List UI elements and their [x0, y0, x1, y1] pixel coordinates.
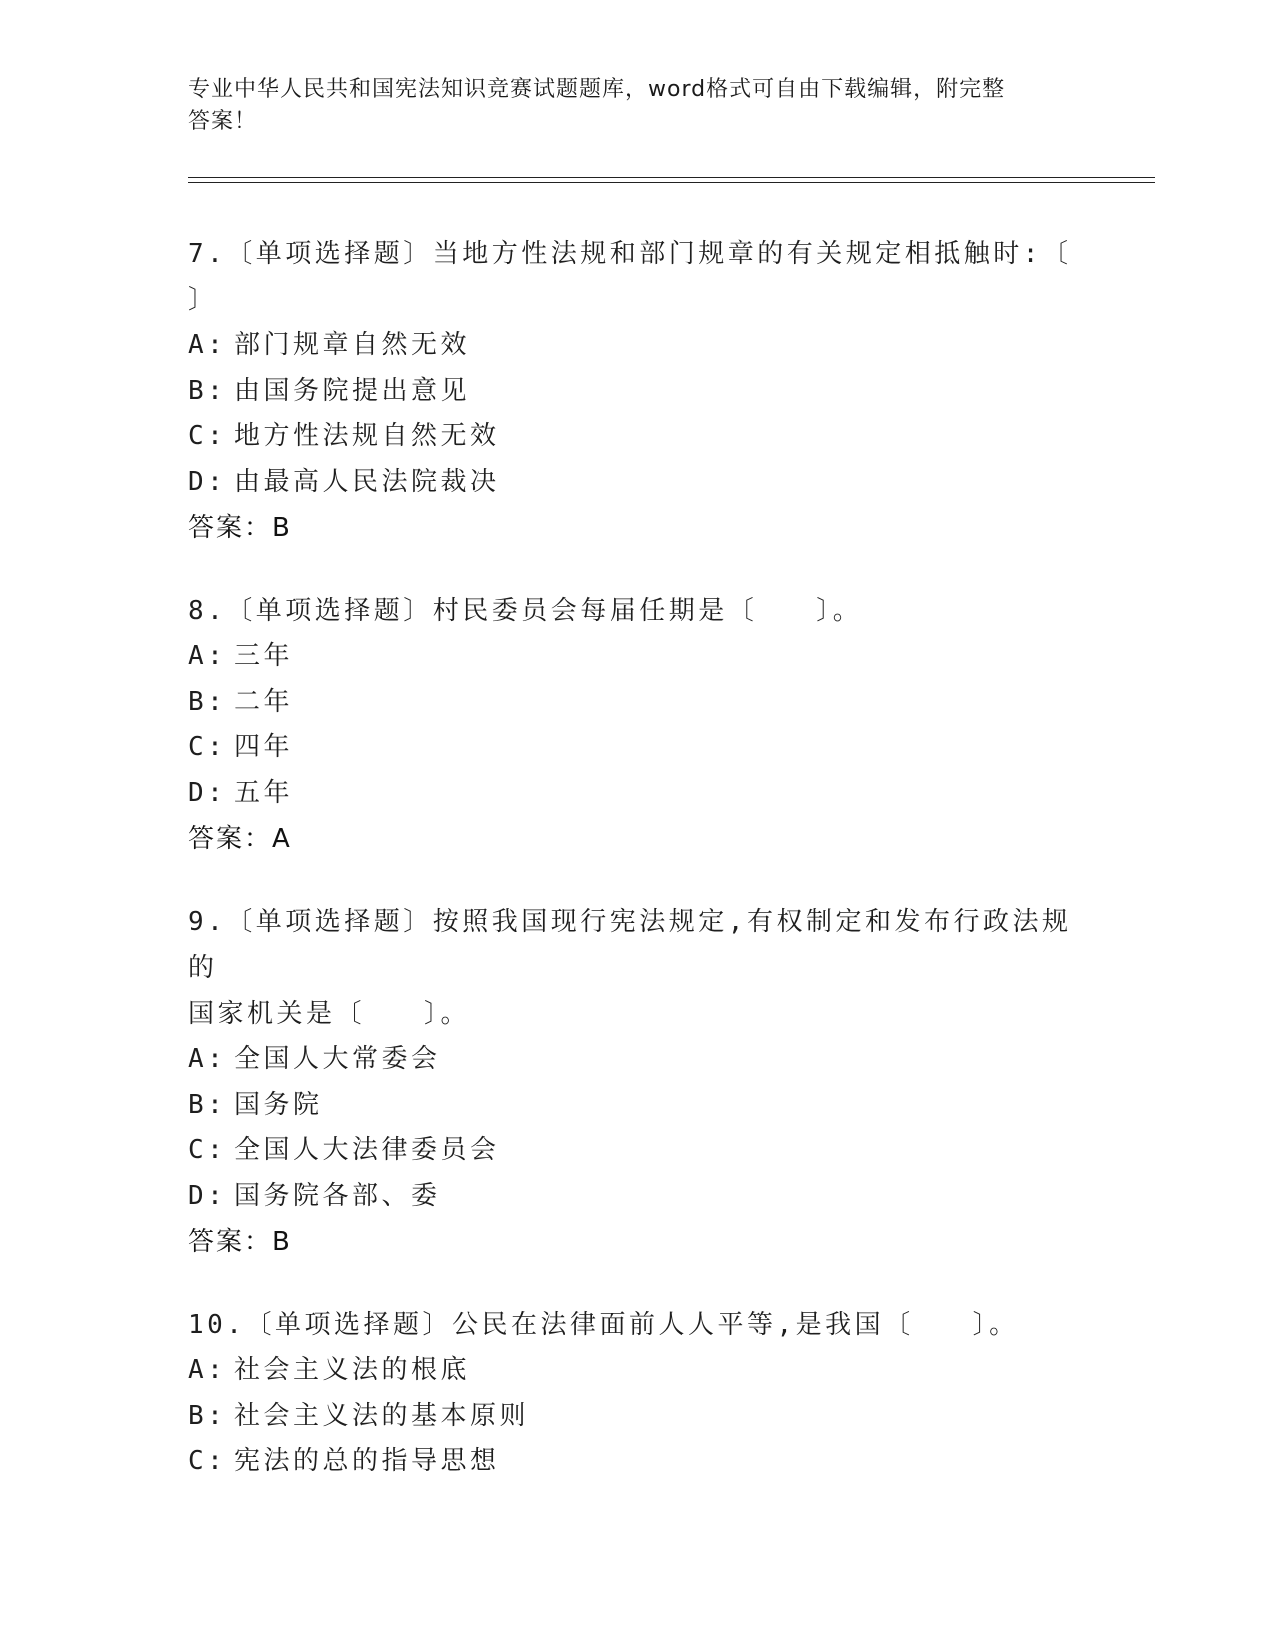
option-letter: D: [188, 1180, 227, 1211]
option-letter: B: [188, 375, 227, 406]
option-b [188, 680, 1088, 726]
option-text: 由最高人民法院裁决 [234, 466, 500, 497]
option-letter: C: [188, 1135, 227, 1165]
option-text: 二年 [234, 686, 294, 717]
option-text: 四年 [234, 732, 294, 762]
option-letter: A: [188, 330, 227, 360]
option-d [188, 460, 1088, 506]
question-item [188, 1302, 1088, 1485]
question-item [188, 231, 1088, 551]
option-c [188, 1439, 1088, 1485]
header-divider-bottom [188, 182, 1155, 183]
question-list [188, 231, 1088, 1522]
option-letter: B: [188, 1089, 227, 1120]
option-letter: D: [188, 777, 227, 808]
question-stem: 8.〔单项选择题〕村民委员会每届任期是〔 〕。 [188, 596, 863, 626]
option-text: 国务院各部、委 [234, 1180, 441, 1211]
option-text: 社会主义法的基本原则 [234, 1400, 530, 1431]
option-letter: A: [188, 1355, 227, 1385]
question-stem: 7.〔单项选择题〕当地方性法规和部门规章的有关规定相抵触时:〔 [188, 239, 1072, 269]
option-letter: C: [188, 732, 227, 762]
option-b [188, 369, 1088, 415]
option-text: 全国人大法律委员会 [234, 1135, 500, 1165]
header-divider-top [188, 177, 1155, 178]
answer-line: 答案：A [188, 824, 292, 854]
option-a [188, 1037, 1088, 1083]
question-stem-continued: 〕 [188, 285, 218, 315]
question-item [188, 899, 1088, 1265]
option-text: 由国务院提出意见 [234, 375, 471, 406]
option-text: 部门规章自然无效 [234, 330, 471, 360]
answer-line: 答案：B [188, 513, 292, 543]
option-d [188, 1174, 1088, 1220]
answer-line: 答案：B [188, 1227, 292, 1257]
intro-line-1: 专业中华人民共和国宪法知识竞赛试题题库，word格式可自由下载编辑，附完整 [188, 77, 1006, 102]
option-letter: A: [188, 1044, 227, 1074]
question-stem: 10.〔单项选择题〕公民在法律面前人人平等,是我国〔 〕。 [188, 1310, 1019, 1340]
option-text: 地方性法规自然无效 [234, 421, 500, 451]
option-letter: C: [188, 421, 227, 451]
option-b [188, 1394, 1088, 1440]
document-intro [188, 74, 1088, 138]
option-a [188, 323, 1088, 369]
option-c [188, 414, 1088, 460]
option-a [188, 634, 1088, 680]
option-text: 三年 [234, 641, 294, 671]
option-c [188, 1128, 1088, 1174]
option-text: 国务院 [234, 1089, 323, 1120]
option-text: 全国人大常委会 [234, 1044, 441, 1074]
option-a [188, 1348, 1088, 1394]
intro-line-2: 答案！ [188, 109, 258, 134]
question-item [188, 588, 1088, 862]
option-letter: B: [188, 686, 227, 717]
option-b [188, 1083, 1088, 1129]
option-letter: A: [188, 641, 227, 671]
option-letter: C: [188, 1446, 227, 1476]
option-text: 五年 [234, 777, 294, 808]
option-d [188, 771, 1088, 817]
option-text: 社会主义法的根底 [234, 1355, 471, 1385]
option-letter: D: [188, 466, 227, 497]
option-text: 宪法的总的指导思想 [234, 1446, 500, 1476]
question-stem: 9.〔单项选择题〕按照我国现行宪法规定,有权制定和发布行政法规的 [188, 907, 1072, 983]
option-letter: B: [188, 1400, 227, 1431]
option-c [188, 725, 1088, 771]
question-stem-continued: 国家机关是〔 〕。 [188, 999, 471, 1029]
